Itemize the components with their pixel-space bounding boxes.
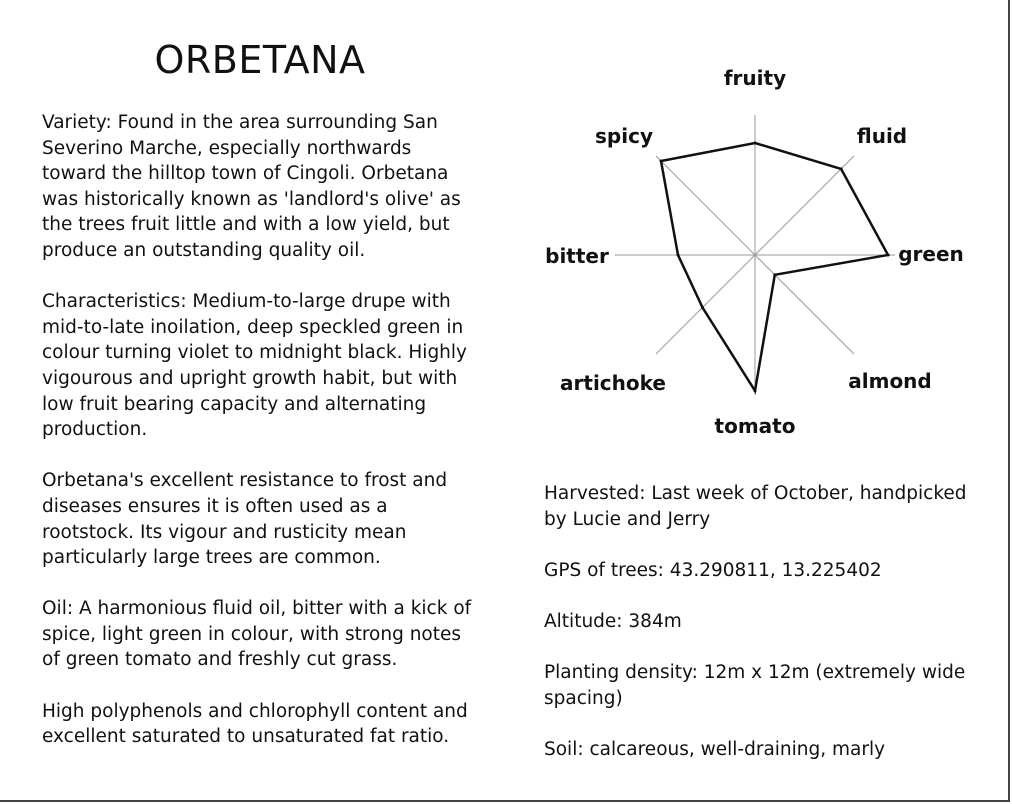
soil-detail: Soil: calcareous, well-draining, marly xyxy=(544,738,886,760)
radar-point-green xyxy=(887,254,890,257)
altitude-detail: Altitude: 384m xyxy=(544,610,682,632)
resistance-paragraph: Orbetana's excellent resistance to frost and diseases ensures it is often used as a rootstock. Its vigour and rusticity mean particularly large trees are common. xyxy=(42,470,448,569)
radar-label-bitter: bitter xyxy=(545,244,609,268)
radar-axis-fluid xyxy=(755,156,854,255)
radar-label-fruity: fruity xyxy=(723,66,787,90)
radar-point-bitter xyxy=(677,254,680,257)
radar-point-spicy xyxy=(659,159,662,162)
planting-density-detail: Planting density: 12m x 12m (extremely wide spacing) xyxy=(544,662,966,709)
description-column xyxy=(42,110,472,775)
radar-point-tomato xyxy=(754,389,757,392)
details-column xyxy=(544,481,994,788)
radar-point-almond xyxy=(773,273,776,276)
radar-label-tomato: tomato xyxy=(714,414,796,438)
radar-label-spicy: spicy xyxy=(595,124,653,148)
gps-detail: GPS of trees: 43.290811, 13.225402 xyxy=(544,559,882,581)
radar-label-green: green xyxy=(898,242,964,266)
radar-point-artichoke xyxy=(701,306,704,309)
harvested-detail: Harvested: Last week of October, handpicked by Lucie and Jerry xyxy=(544,483,967,530)
radar-axis-spicy xyxy=(656,156,755,255)
radar-point-fluid xyxy=(840,167,843,170)
radar-label-fluid: fluid xyxy=(856,124,908,148)
radar-axis-artichoke xyxy=(656,255,755,354)
radar-point-fruity xyxy=(754,142,757,145)
radar-label-artichoke: artichoke xyxy=(560,371,666,395)
radar-label-almond: almond xyxy=(848,369,932,393)
polyphenols-paragraph: High polyphenols and chlorophyll content and excellent saturated to unsaturated fat ratio. xyxy=(42,700,468,748)
characteristics-paragraph: Characteristics: Medium-to-large drupe with mid-to-late inoilation, deep speckled green in colour turning violet to midnight black. Highly vigourous and upright growth habit, but with low fruit bearing capacity and alternating production. xyxy=(42,291,467,441)
variety-paragraph: Variety: Found in the area surrounding San Severino Marche, especially northwards toward the hilltop town of Cingoli. Orbetana was historically known as 'landlord's olive' as the trees fruit little and with a low yield, but produce an outstanding quality oil. xyxy=(42,112,461,261)
page-title: ORBETANA xyxy=(154,38,366,82)
flavour-radar-chart xyxy=(540,60,980,460)
oil-paragraph: Oil: A harmonious fluid oil, bitter with a kick of spice, light green in colour, with strong notes of green tomato and freshly cut grass. xyxy=(42,598,472,671)
